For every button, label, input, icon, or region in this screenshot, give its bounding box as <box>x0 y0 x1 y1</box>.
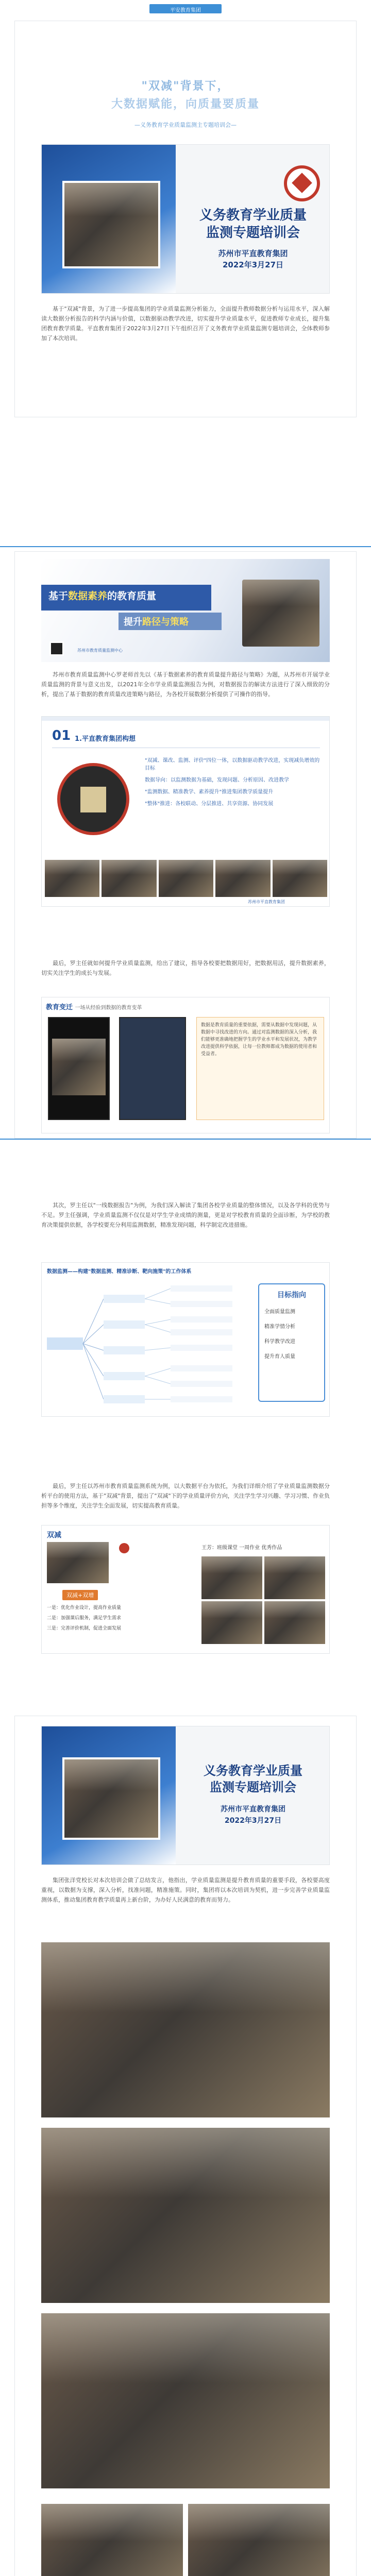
slide5-photo-grid <box>201 1556 325 1644</box>
slide5-list-item: 二是：加强课后服务，满足学生需求 <box>47 1616 122 1621</box>
slide2-footer: 苏州市平直教育集团 <box>248 900 285 904</box>
intro-subtitle: —义务教育学业质量监测主专题培训会— <box>134 122 237 128</box>
strip-photo <box>45 860 99 897</box>
slide-education-change <box>41 997 330 1133</box>
grid-photo <box>264 1556 325 1599</box>
mind-map-node <box>104 1295 145 1303</box>
mind-map-leaf <box>171 1381 232 1387</box>
intro-line2: 大数据赋能，向质量要质量 <box>111 98 260 111</box>
cover-photo <box>62 181 160 268</box>
slide2-number: 01 <box>52 728 71 743</box>
slide2-emblem <box>57 763 129 835</box>
slide5-list-item: 三是：完善评价机制，促进全面发展 <box>47 1626 122 1631</box>
mind-map <box>47 1283 253 1412</box>
mind-map-node <box>104 1346 145 1354</box>
paragraph-platform: 最后，罗主任以苏州市教育质量监测系统为例，以大数据平台为依托，为我们详细介绍了学业质量监测数据分析平台的使用方法，基于"双减"背景，提出了"双减"下的学业质量评价方向，关注学生学习兴趣、学习习惯、作业负担等多个维度，关注学生全面发展，切实提高教育质量。 <box>41 1483 330 1509</box>
slide2-bullet: "监测数据、精准教学、素养提升"推进集团教学质量提升 <box>145 789 274 795</box>
cover-org: 苏州市平直教育集团 <box>218 249 288 258</box>
grid-photo <box>201 1556 262 1599</box>
paragraph-intro: 基于"双减"背景，为了进一步提高集团的学业质量监测分析能力，全面提升教师数据分析与运用水平，深入解读大数据分析报告的科学内涵与价值，以数据驱动教学改进，切实提升学业质量水平，促进教师专业成长，提升集团教育教学质量。平直教育集团于2022年3月27日下午组织召开了义务教育学业质量监测专题培训会，全体教师参加了本次培训。 <box>41 306 330 342</box>
mind-map-leaf <box>171 1396 232 1402</box>
target-box <box>258 1283 325 1402</box>
cover2-title: 义务教育学业质量 监测专题培训会 <box>204 1764 302 1794</box>
slide1-title-highlight: 数据素养 <box>68 590 108 602</box>
target-item: 全面质量监测 <box>264 1309 295 1315</box>
slide1-title-line2 <box>124 615 189 628</box>
grid-photo <box>264 1601 325 1644</box>
cover2-photo <box>62 1757 160 1840</box>
slide5-tag: 双减+双增 <box>62 1590 98 1600</box>
slide-group-concept <box>41 716 330 907</box>
slide1-title-part1: 基于 <box>48 590 69 602</box>
strip-photo <box>102 860 156 897</box>
mind-map-root <box>47 1337 83 1350</box>
qr-code-icon <box>49 641 64 656</box>
slide1-title2-part1: 提升 <box>124 617 142 628</box>
section-divider-2 <box>0 1139 371 1140</box>
slide3-title <box>46 1002 142 1011</box>
target-item: 精准学情分析 <box>264 1324 295 1330</box>
collage-photo <box>188 2504 330 2576</box>
mind-map-leaf <box>171 1329 232 1335</box>
section-divider-top <box>0 546 371 547</box>
intro-line1: "双减"背景下， <box>141 80 230 93</box>
header-label: 平安教育集团 <box>170 8 201 13</box>
mind-map-leaf <box>171 1285 232 1292</box>
slide2-bullet: "双减、课改、监测、评价"四位一体，以数据驱动教学改进，实现减负增效的目标 <box>145 758 320 771</box>
meeting-photo-2 <box>41 2128 330 2303</box>
slide1-title-line1 <box>48 588 156 602</box>
slide3-phone-screen <box>48 1017 110 1120</box>
target-item: 提升育人质量 <box>264 1354 295 1360</box>
slide3-subheading: 一场从经验到数据的教育变革 <box>75 1005 142 1011</box>
paragraph-speaker: 苏州市教育质量监测中心罗老师首先以《基于数据素养的教育质量提升路径与策略》为题，从苏州市开展学业质量监测的背景与意义出发，以2021年全市学业质量监测报告为例，对数据报告的解读方法进行了深入细致的分析，提出了基于数据的教育质量改进策略与路径，为各校开展数据分析提供了可操作的指导。 <box>41 671 330 698</box>
strip-photo <box>159 860 213 897</box>
cover2-date: 2022年3月27日 <box>224 1817 282 1825</box>
mind-map-leaf <box>171 1365 232 1371</box>
photo-collage <box>41 2504 330 2576</box>
mind-map-node <box>104 1320 145 1329</box>
slide3-heading: 教育变迁 <box>46 1004 73 1011</box>
mind-map-leaf <box>171 1316 232 1323</box>
strip-photo <box>215 860 270 897</box>
slide5-list <box>47 1603 191 1634</box>
cover-slide <box>41 144 330 294</box>
slide2-heading: 1.平直教育集团构想 <box>75 735 136 743</box>
cover-title: 义务教育学业质量 监测专题培训会 <box>199 208 307 241</box>
stamp-icon <box>119 1543 129 1553</box>
slide1-title-part2: 的教育质量 <box>107 590 157 602</box>
meeting-photo-3 <box>41 2313 330 2488</box>
slide5-photo <box>47 1542 109 1583</box>
collage-photo <box>41 2504 183 2576</box>
slide4-heading: 数据监测——构建"数据监测、精准诊断、靶向施策"的工作体系 <box>47 1269 192 1275</box>
slide2-bullet: "整体"推进：各校联动、分层推进、共享资源、协同发展 <box>145 801 274 807</box>
slide2-bullet: 数据导向：以监测数据为基础，发现问题、分析原因、改进教学 <box>145 777 289 783</box>
slide2-bullet-list <box>145 757 320 808</box>
slide-monitoring <box>41 1262 330 1417</box>
slide1-org: 苏州市教育质量监测中心 <box>77 648 123 653</box>
slide3-quote-text: 数据是教育质量的重要依据，需要从数据中发现问题，从数据中寻找改进的方向。通过对监测数据的深入分析，我们能够更准确地把握学生的学业水平和发展状况，为教学改进提供科学依据，让每一位教师都成为数据的使用者和受益者。 <box>201 1023 317 1057</box>
intro-banner <box>41 77 330 134</box>
slide3-app-screen <box>119 1017 186 1120</box>
meeting-photo-1 <box>41 1942 330 2117</box>
mind-map-leaf <box>171 1345 232 1351</box>
slide5-list-item: 一是：优化作业设计，提高作业质量 <box>47 1605 122 1611</box>
mind-map-leaf <box>171 1301 232 1307</box>
mind-map-node <box>104 1372 145 1380</box>
school-emblem-icon <box>284 165 320 201</box>
paragraph-advice: 最后，罗主任就如何提升学业质量监测，给出了建议，指导各校要把数据用好，把数据用活，提升数据素养，切实关注学生的成长与发展。 <box>41 960 330 976</box>
target-item: 科学教学改进 <box>264 1339 295 1345</box>
slide1-title2-highlight: 路径与策略 <box>142 617 189 628</box>
cover-slide-2 <box>41 1726 330 1865</box>
paragraph-report: 其次，罗主任以"一线数据报告"为例，为我们深入解读了集团各校学业质量的整体情况，以及各学科的优势与不足。罗主任强调，学业质量监测不仅仅是对学生学业成绩的测量，更是对学校教育质量的全面诊断，为学校的教育决策提供依据，各学校要充分利用监测数据，精准发现问题，科学制定改进措施。 <box>41 1202 330 1228</box>
slide5-caption: 王芳：班级课堂 一周作业 优秀作品 <box>201 1545 282 1551</box>
header-label-box <box>149 4 222 13</box>
cover-date: 2022年3月27日 <box>222 260 284 269</box>
slide2-photo-strip <box>42 860 330 897</box>
cover2-org: 苏州市平直教育集团 <box>221 1805 285 1814</box>
grid-photo <box>201 1601 262 1644</box>
paragraph-summary: 集团张洋党校长对本次培训会做了总结发言，他指出，学业质量监测是提升教育质量的重要手段，各校要高度重视，以数据为支撑，深入分析，找准问题，精准施策。同时，集团将以本次培训为契机，进一步完善学业质量监测体系，推动集团教育教学质量再上新台阶，为办好人民满意的教育而努力。 <box>41 1877 330 1903</box>
slide-double-reduction <box>41 1525 330 1654</box>
target-title: 目标指向 <box>277 1291 306 1299</box>
slide3-quote-box <box>196 1017 324 1120</box>
slide1-speaker-photo <box>242 580 319 647</box>
slide5-heading: 双减 <box>47 1531 61 1539</box>
slide-data-literacy <box>41 559 330 662</box>
strip-photo <box>273 860 327 897</box>
mind-map-node <box>104 1395 145 1403</box>
